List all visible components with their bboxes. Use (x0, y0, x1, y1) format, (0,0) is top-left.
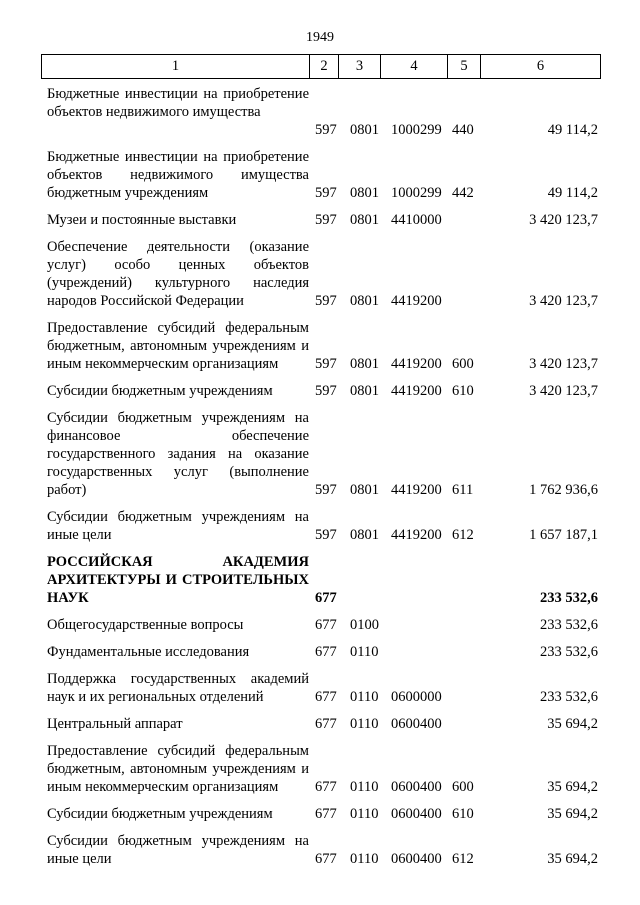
page-number: 1949 (306, 30, 334, 45)
row-code-ministry: 677 (315, 644, 337, 660)
row-code-section: 0110 (350, 689, 379, 705)
row-amount: 3 420 123,7 (529, 356, 598, 372)
row-amount: 233 532,6 (540, 689, 598, 705)
table-row (0, 670, 640, 715)
table-row (0, 715, 640, 742)
row-code-ministry: 597 (315, 293, 337, 309)
column-header-5: 5 (448, 55, 481, 79)
row-code-ministry: 677 (315, 806, 337, 822)
row-code-target: 4410000 (391, 212, 442, 228)
column-header-3: 3 (339, 55, 381, 79)
table-row (0, 616, 640, 643)
row-code-target: 0600400 (391, 806, 442, 822)
row-code-section: 0110 (350, 851, 379, 867)
table-row (0, 832, 640, 877)
row-amount: 3 420 123,7 (529, 293, 598, 309)
table-row (0, 508, 640, 553)
row-code-target: 4419200 (391, 356, 442, 372)
row-code-target: 4419200 (391, 527, 442, 543)
row-description: Субсидии бюджетным учреждениям на иные цели (47, 833, 309, 867)
row-code-expense-type: 600 (452, 356, 474, 372)
table-row (0, 409, 640, 508)
row-description: Субсидии бюджетным учреждениям на финансовое обеспечение государственного задания на оказание государственных услуг (выполнение работ) (47, 410, 309, 498)
table-row (0, 382, 640, 409)
row-code-target: 1000299 (391, 122, 442, 138)
row-code-ministry: 677 (315, 617, 337, 633)
row-description: Предоставление субсидий федеральным бюджетным, автономным учреждениям и иным некоммерческим организациям (47, 320, 309, 372)
row-code-ministry: 597 (315, 527, 337, 543)
row-code-target: 0600400 (391, 779, 442, 795)
row-amount: 233 532,6 (540, 644, 598, 660)
table-row (0, 238, 640, 319)
row-amount: 3 420 123,7 (529, 212, 598, 228)
table-row (0, 742, 640, 805)
row-code-section: 0801 (350, 212, 379, 228)
row-amount: 233 532,6 (540, 617, 598, 633)
row-amount: 1 762 936,6 (529, 482, 598, 498)
row-description: Фундаментальные исследования (47, 644, 250, 660)
row-code-expense-type: 611 (452, 482, 474, 498)
table-row (0, 553, 640, 616)
column-header-2: 2 (310, 55, 339, 79)
row-amount: 3 420 123,7 (529, 383, 598, 399)
row-code-expense-type: 612 (452, 527, 474, 543)
row-description: Центральный аппарат (47, 716, 183, 732)
budget-rows (0, 85, 640, 877)
row-description: Поддержка государственных академий наук и их региональных отделений (47, 671, 309, 705)
row-description: Музеи и постоянные выставки (47, 212, 237, 228)
row-amount: 35 694,2 (547, 851, 598, 867)
row-description: Обеспечение деятельности (оказание услуг) особо ценных объектов (учреждений) культурного наследия народов Российской Федерации (47, 239, 309, 309)
column-header-1: 1 (42, 55, 310, 79)
row-code-section: 0801 (350, 293, 379, 309)
column-header-6: 6 (481, 55, 601, 79)
column-header-table (41, 54, 601, 79)
row-code-ministry: 597 (315, 383, 337, 399)
row-code-section: 0801 (350, 527, 379, 543)
row-code-ministry: 597 (315, 482, 337, 498)
row-code-expense-type: 440 (452, 122, 474, 138)
row-description: Бюджетные инвестиции на приобретение объектов недвижимого имущества (47, 86, 309, 120)
row-code-ministry: 677 (315, 590, 337, 606)
row-code-ministry: 677 (315, 779, 337, 795)
row-code-ministry: 677 (315, 716, 337, 732)
row-code-target: 4419200 (391, 482, 442, 498)
row-code-target: 0600400 (391, 716, 442, 732)
row-code-expense-type: 610 (452, 383, 474, 399)
table-row (0, 85, 640, 148)
row-description: Общегосударственные вопросы (47, 617, 244, 633)
row-code-expense-type: 612 (452, 851, 474, 867)
row-code-section: 0801 (350, 185, 379, 201)
row-amount: 49 114,2 (547, 185, 598, 201)
table-row (0, 319, 640, 382)
row-description: Субсидии бюджетным учреждениям на иные цели (47, 509, 309, 543)
row-code-ministry: 597 (315, 356, 337, 372)
row-code-section: 0110 (350, 779, 379, 795)
row-code-ministry: 677 (315, 851, 337, 867)
row-description: Субсидии бюджетным учреждениям (47, 806, 273, 822)
row-code-section: 0110 (350, 716, 379, 732)
row-code-section: 0100 (350, 617, 379, 633)
row-amount: 35 694,2 (547, 806, 598, 822)
row-description: Бюджетные инвестиции на приобретение объектов недвижимого имущества бюджетным учреждениям (47, 149, 309, 201)
table-row (0, 805, 640, 832)
row-amount: 1 657 187,1 (529, 527, 598, 543)
row-code-ministry: 677 (315, 689, 337, 705)
row-description: Субсидии бюджетным учреждениям (47, 383, 273, 399)
row-code-target: 4419200 (391, 293, 442, 309)
row-code-target: 0600000 (391, 689, 442, 705)
row-code-section: 0110 (350, 806, 379, 822)
column-header-4: 4 (381, 55, 448, 79)
row-amount: 35 694,2 (547, 716, 598, 732)
row-code-target: 0600400 (391, 851, 442, 867)
table-row (0, 211, 640, 238)
row-code-expense-type: 442 (452, 185, 474, 201)
row-amount: 233 532,6 (540, 590, 598, 606)
row-code-ministry: 597 (315, 122, 337, 138)
row-code-target: 4419200 (391, 383, 442, 399)
table-row (0, 148, 640, 211)
row-code-expense-type: 610 (452, 806, 474, 822)
row-code-ministry: 597 (315, 212, 337, 228)
row-code-target: 1000299 (391, 185, 442, 201)
row-amount: 49 114,2 (547, 122, 598, 138)
row-code-ministry: 597 (315, 185, 337, 201)
row-amount: 35 694,2 (547, 779, 598, 795)
row-code-section: 0801 (350, 383, 379, 399)
row-code-section: 0801 (350, 356, 379, 372)
row-code-expense-type: 600 (452, 779, 474, 795)
row-description: Предоставление субсидий федеральным бюджетным, автономным учреждениям и иным некоммерческим организациям (47, 743, 309, 795)
row-description: РОССИЙСКАЯ АКАДЕМИЯ АРХИТЕКТУРЫ И СТРОИТЕЛЬНЫХ НАУК (47, 554, 309, 606)
row-code-section: 0801 (350, 122, 379, 138)
row-code-section: 0801 (350, 482, 379, 498)
row-code-section: 0110 (350, 644, 379, 660)
table-row (0, 643, 640, 670)
